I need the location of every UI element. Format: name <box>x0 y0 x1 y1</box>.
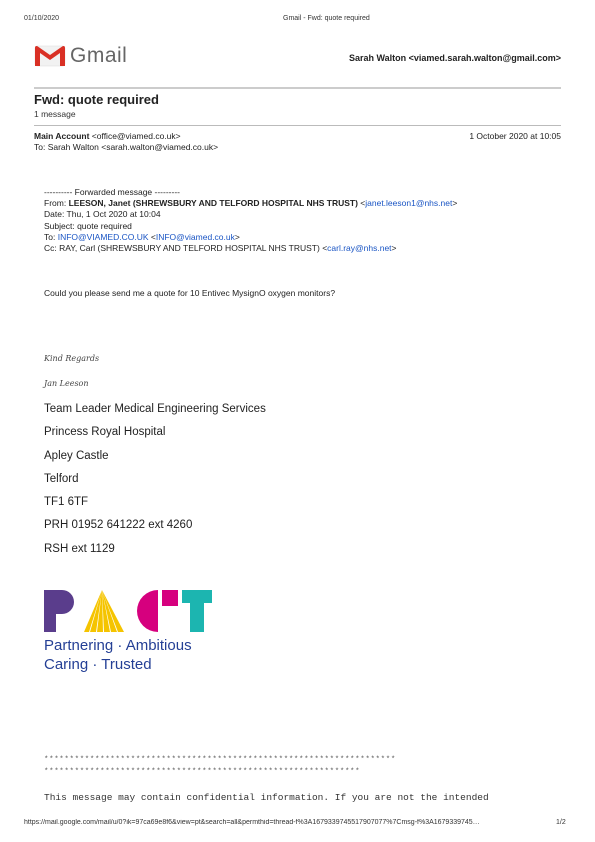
signature-line: Princess Royal Hospital <box>44 426 166 438</box>
forward-to-label: To: <box>44 232 56 242</box>
thread-subject: Fwd: quote required <box>34 92 159 107</box>
regards-handwriting: Kind Regards <box>44 354 100 363</box>
message-from <box>34 131 181 141</box>
message-count: 1 message <box>34 109 76 119</box>
forward-subject: Subject: quote required <box>44 221 132 231</box>
forward-date: Date: Thu, 1 Oct 2020 at 10:04 <box>44 209 161 219</box>
account-user: Sarah Walton <viamed.sarah.walton@gmail.com> <box>348 53 561 63</box>
print-page-number: 1/2 <box>556 819 566 826</box>
pact-tagline-2: Caring · Trusted <box>44 656 152 673</box>
signature-name-handwriting: Jan Leeson <box>44 379 89 388</box>
forward-from: From: LEESON, Janet (SHREWSBURY AND TELFORD HOSPITAL NHS TRUST) <janet.leeson1@nhs.net> <box>44 198 458 208</box>
gmail-envelope-icon <box>34 44 66 68</box>
forward-to-link-1[interactable]: INFO@VIAMED.CO.UK <box>57 232 149 242</box>
forward-divider: ---------- Forwarded message --------- <box>44 187 180 197</box>
forward-cc: Cc: RAY, Carl (SHREWSBURY AND TELFORD HOSPITAL NHS TRUST) <carl.ray@nhs.net> <box>44 243 397 253</box>
forward-from-email-link[interactable]: janet.leeson1@nhs.net <box>365 198 453 208</box>
header-divider <box>34 87 561 89</box>
message-to: To: Sarah Walton <sarah.walton@viamed.co.uk> <box>34 142 219 152</box>
print-url: https://mail.google.com/mail/u/0?ik=97ca69e8f6&view=pt&search=all&permthid=thread-f%3A1679339745517907077%7Cmsg-f%3A1679339745… <box>24 819 480 826</box>
disclaimer-text: This message may contain confidential information. If you are not the intended <box>44 792 489 803</box>
gmail-logo[interactable] <box>34 44 128 73</box>
print-date: 01/10/2020 <box>24 15 60 22</box>
message-date: 1 October 2020 at 10:05 <box>469 131 561 141</box>
forward-cc-email-link[interactable]: carl.ray@nhs.net <box>327 243 392 253</box>
signature-line: Team Leader Medical Engineering Services <box>44 403 266 415</box>
signature-line: TF1 6TF <box>44 496 89 508</box>
signature-line: RSH ext 1129 <box>44 543 115 555</box>
signature-line: Telford <box>44 473 79 485</box>
gmail-wordmark: Gmail <box>70 44 128 67</box>
pact-tagline-1: Partnering · Ambitious <box>44 637 192 654</box>
disclaimer-stars-1: ********************************************************************* <box>44 756 396 764</box>
disclaimer-stars-2: ************************************************************** <box>44 768 361 776</box>
signature-line: Apley Castle <box>44 450 109 462</box>
sender-name: Main Account <box>34 131 90 141</box>
forward-to-link-2[interactable]: INFO@viamed.co.uk <box>155 232 235 242</box>
request-text: Could you please send me a quote for 10 Entivec MysignO oxygen monitors? <box>44 288 336 298</box>
pact-logo <box>44 590 214 673</box>
forward-cc-label: Cc: RAY, Carl (SHREWSBURY AND TELFORD HOSPITAL NHS TRUST) < <box>44 243 328 253</box>
print-title: Gmail - Fwd: quote required <box>283 15 370 22</box>
subject-divider <box>34 125 561 126</box>
forward-from-name: LEESON, Janet (SHREWSBURY AND TELFORD HOSPITAL NHS TRUST) <box>68 198 358 208</box>
sender-email: <office@viamed.co.uk> <box>91 131 181 141</box>
forward-to: To: INFO@VIAMED.CO.UK <INFO@viamed.co.uk> <box>44 232 240 242</box>
signature-line: PRH 01952 641222 ext 4260 <box>44 519 193 531</box>
forward-from-label: From: <box>44 198 67 208</box>
pact-logo-graphic <box>44 590 214 632</box>
